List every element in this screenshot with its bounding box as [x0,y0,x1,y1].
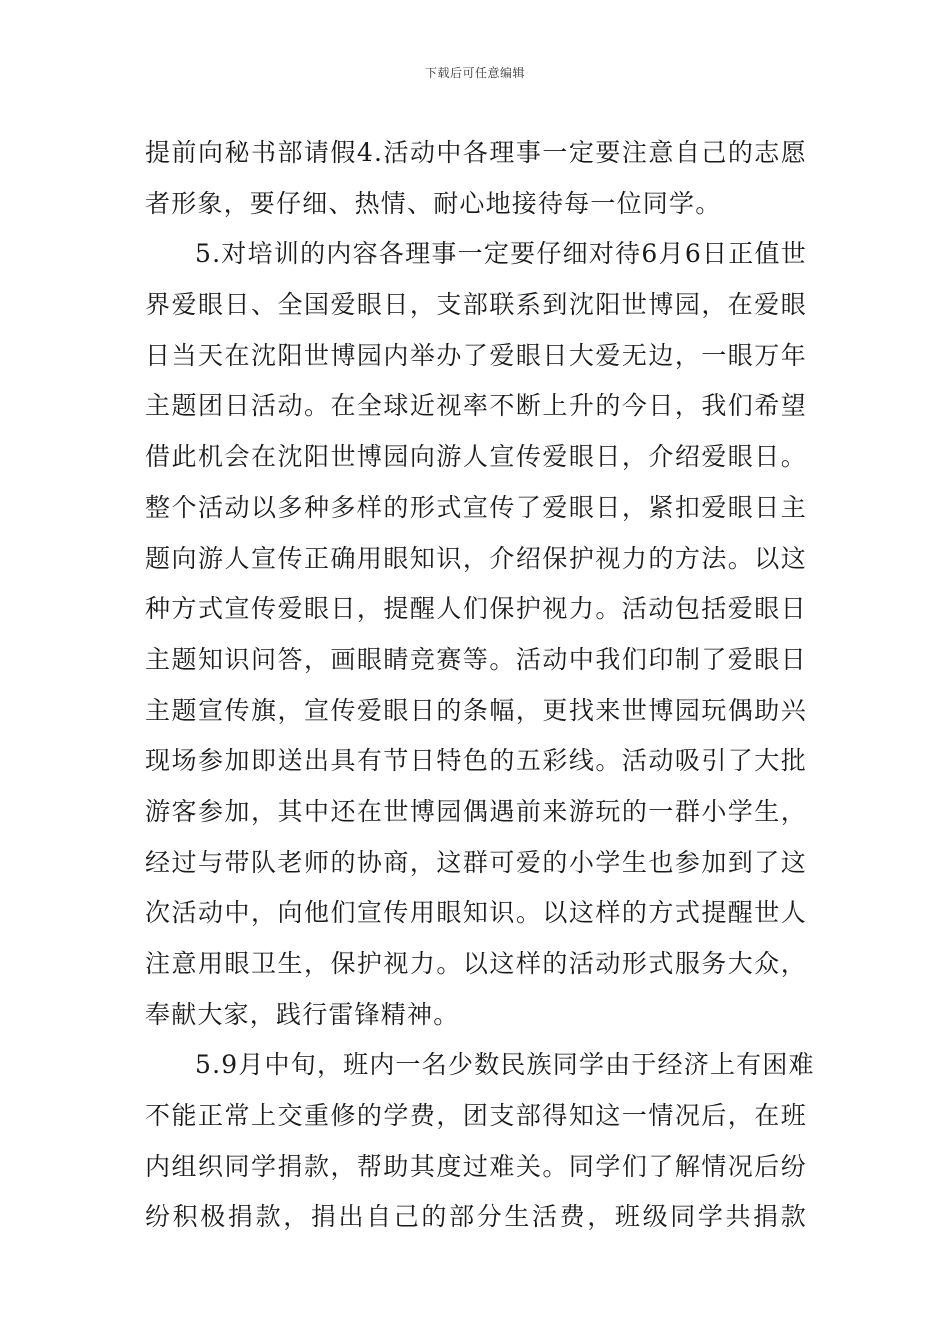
text-line: 借此机会在沈阳世博园向游人宣传爱眼日，介绍爱眼日。 [145,442,807,472]
text-line: 纷积极捐款，捐出自己的部分生活费，班级同学共捐款 [145,1202,807,1232]
text-line: 主题团日活动。在全球近视率不断上升的今日，我们希望 [145,391,807,421]
paragraph-volunteer-image [145,128,807,229]
text-line: 提前向秘书部请假4.活动中各理事一定要注意自己的志愿 [145,138,807,167]
text-line: 次活动中，向他们宣传用眼知识。以这样的方式提醒世人 [145,898,807,928]
text-line: 整个活动以多种多样的形式宣传了爱眼日，紧扣爱眼日主 [145,492,807,522]
text-line: 日当天在沈阳世博园内举办了爱眼日大爱无边，一眼万年 [145,340,807,370]
text-line: 主题宣传旗，宣传爱眼日的条幅，更找来世博园玩偶助兴 [145,695,807,725]
text-line: 奉献大家，践行雷锋精神。 [145,999,460,1029]
text-line: 注意用眼卫生，保护视力。以这样的活动形式服务大众， [145,949,807,978]
text-line: 经过与带队老师的协商，这群可爱的小学生也参加到了这 [145,847,807,877]
document-body [145,128,815,1243]
text-line: 种方式宣传爱眼日，提醒人们保护视力。活动包括爱眼日 [145,594,807,624]
paragraph-eye-care-day [145,229,807,1040]
text-line: 游客参加，其中还在世博园偶遇前来游玩的一群小学生， [145,796,807,826]
text-line: 题向游人宣传正确用眼知识，介绍保护视力的方法。以这 [145,543,807,573]
text-line: 者形象，要仔细、热情、耐心地接待每一位同学。 [145,188,722,218]
text-line: 内组织同学捐款，帮助其度过难关。同学们了解情况后纷 [145,1151,807,1181]
text-line: 现场参加即送出具有节日特色的五彩线。活动吸引了大批 [145,746,807,776]
paragraph-donation [145,1040,815,1243]
text-line: 不能正常上交重修的学费，团支部得知这一情况后，在班 [145,1101,807,1131]
text-line: 主题知识问答，画眼睛竞赛等。活动中我们印制了爱眼日 [145,644,807,674]
text-line: 5.对培训的内容各理事一定要仔细对待6月6日正值世 [195,239,807,269]
page-header: 下载后可任意编辑 [424,66,525,80]
text-line: 界爱眼日、全国爱眼日，支部联系到沈阳世博园，在爱眼 [145,290,807,320]
text-line: 5.9月中旬，班内一名少数民族同学由于经济上有困难 [195,1050,815,1080]
